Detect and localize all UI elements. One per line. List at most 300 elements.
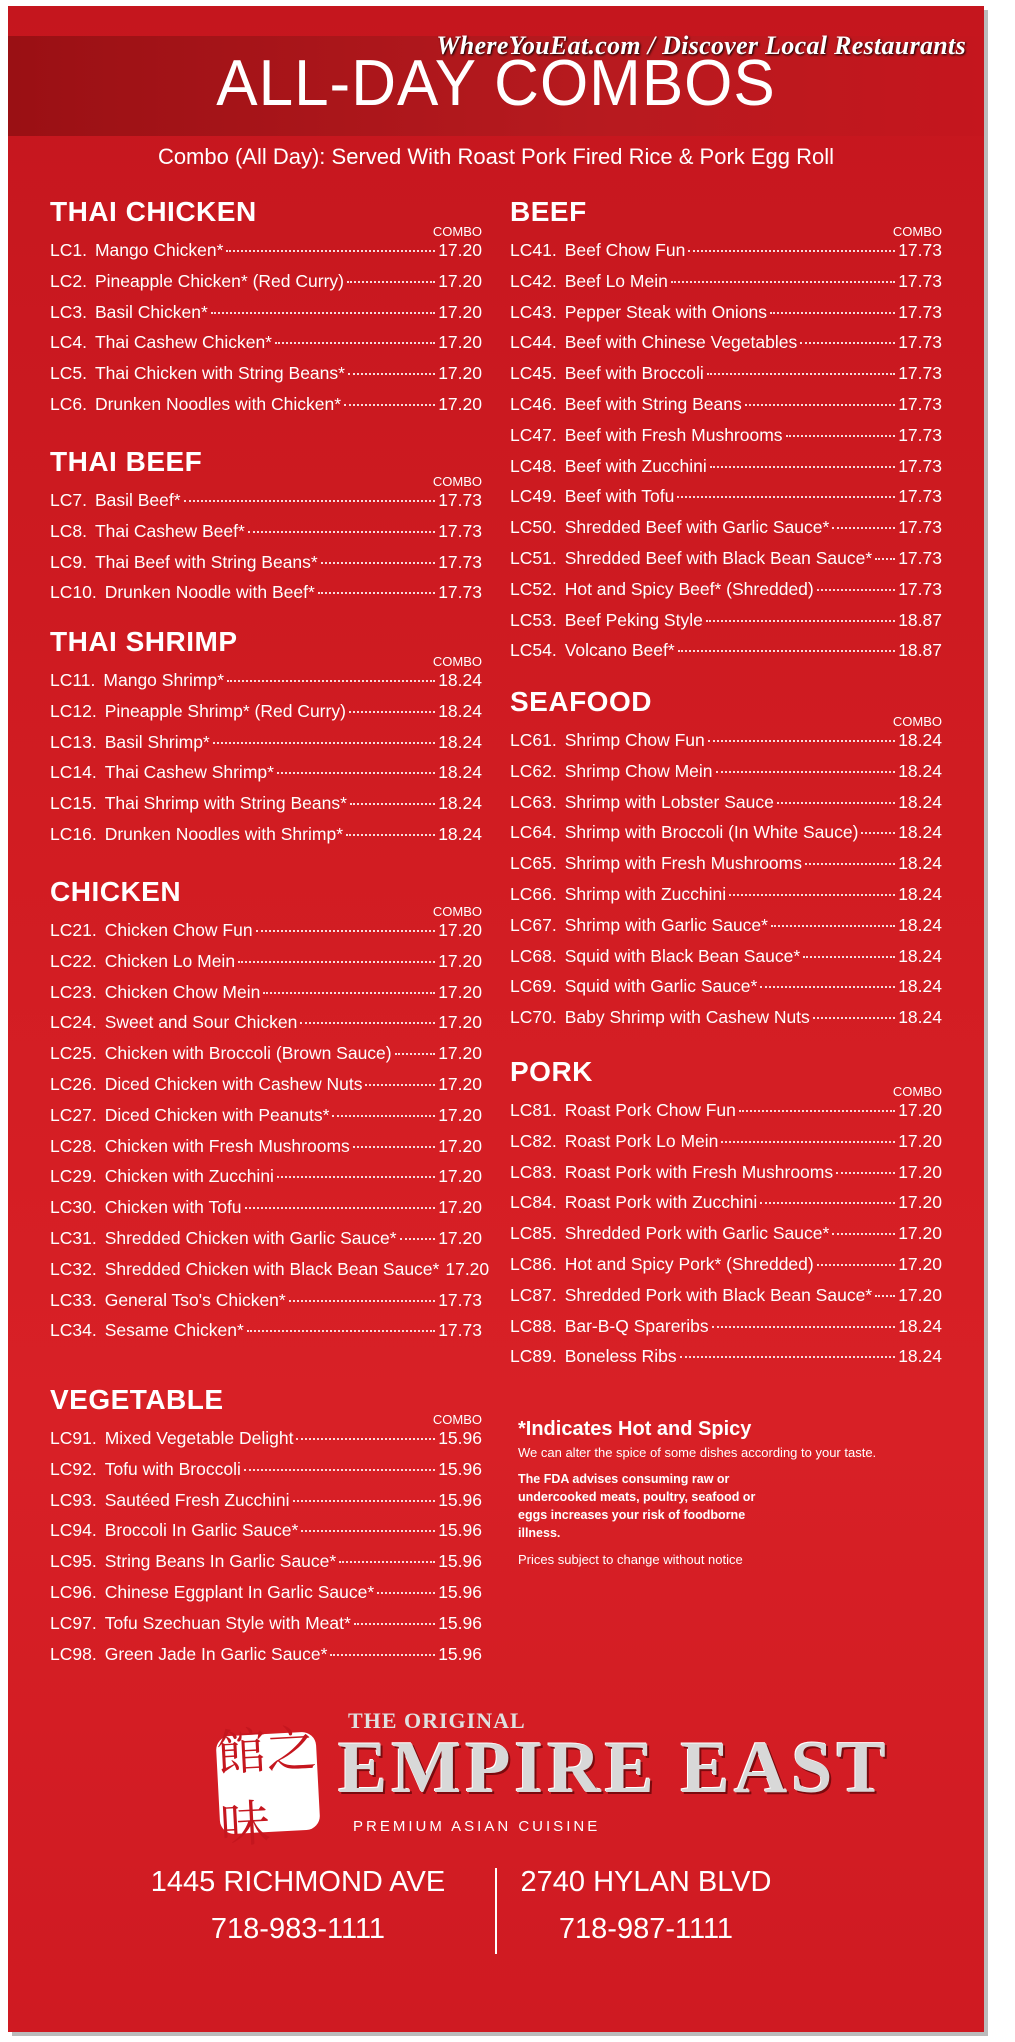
dot-leader xyxy=(671,280,895,283)
item-name: Mixed Vegetable Delight xyxy=(104,1428,294,1448)
menu-item xyxy=(50,1582,482,1612)
item-code: LC85. xyxy=(510,1223,557,1244)
item-price: 17.20 xyxy=(445,1258,490,1279)
menu-item xyxy=(510,1346,942,1376)
item-price: 17.20 xyxy=(438,270,482,291)
item-code: LC66. xyxy=(510,884,557,904)
item-code: LC28. xyxy=(50,1135,97,1156)
price-disclaimer: Prices subject to change without notice xyxy=(518,1552,743,1567)
dot-leader xyxy=(875,557,895,560)
item-price: 18.24 xyxy=(438,762,482,783)
item-code: LC67. xyxy=(510,914,557,935)
combo-column-label: COMBO xyxy=(432,904,482,919)
item-price: 17.73 xyxy=(438,582,482,603)
dot-leader xyxy=(678,649,896,652)
item-price: 18.24 xyxy=(898,945,942,966)
dot-leader xyxy=(739,1109,895,1112)
item-name: Roast Pork Lo Mein xyxy=(564,1130,719,1151)
dot-leader xyxy=(803,955,895,958)
item-price: 17.73 xyxy=(898,548,942,568)
dot-leader xyxy=(875,1294,895,1297)
menu-item xyxy=(510,579,942,609)
dot-leader xyxy=(346,833,435,836)
item-code: LC31. xyxy=(50,1228,97,1248)
item-code: LC10. xyxy=(50,582,97,603)
menu-item xyxy=(50,1290,482,1320)
item-code: LC89. xyxy=(510,1346,557,1367)
item-name: Shredded Chicken with Black Bean Sauce* xyxy=(104,1258,440,1279)
item-price: 17.20 xyxy=(438,301,482,322)
menu-item xyxy=(50,701,482,731)
item-name: Shredded Beef with Black Bean Sauce* xyxy=(564,548,873,568)
item-name: Shrimp with Fresh Mushrooms xyxy=(564,853,802,874)
item-name: Bar-B-Q Spareribs xyxy=(564,1315,709,1336)
item-name: Green Jade In Garlic Sauce* xyxy=(104,1643,328,1664)
item-code: LC96. xyxy=(50,1582,97,1602)
item-name: Thai Cashew Shrimp* xyxy=(104,762,274,783)
menu-item xyxy=(50,582,482,612)
item-name: Shrimp Chow Fun xyxy=(564,730,705,750)
item-price: 17.73 xyxy=(898,332,942,353)
menu-item xyxy=(510,640,942,670)
restaurant-logo xyxy=(8,1706,984,1856)
item-code: LC11. xyxy=(50,670,96,690)
item-name: String Beans In Garlic Sauce* xyxy=(104,1551,337,1572)
item-price: 17.20 xyxy=(898,1254,942,1274)
combo-column-label: COMBO xyxy=(892,714,942,729)
section-title: THAI SHRIMP xyxy=(50,626,238,657)
menu-item xyxy=(50,1105,482,1135)
hot-spicy-note: *Indicates Hot and Spicy xyxy=(518,1418,752,1440)
menu-item xyxy=(510,915,942,945)
dot-leader xyxy=(771,924,895,927)
item-code: LC2. xyxy=(50,270,87,291)
item-name: Pineapple Shrimp* (Red Curry) xyxy=(104,700,346,721)
item-price: 17.20 xyxy=(898,1284,942,1305)
item-price: 17.73 xyxy=(898,455,942,476)
item-code: LC63. xyxy=(510,791,557,812)
item-code: LC52. xyxy=(510,578,557,599)
item-price: 17.73 xyxy=(898,424,942,445)
item-price: 17.73 xyxy=(898,240,942,260)
menu-item xyxy=(50,982,482,1012)
item-code: LC81. xyxy=(510,1100,557,1120)
dot-leader xyxy=(289,1299,435,1302)
item-code: LC12. xyxy=(50,700,97,721)
menu-item xyxy=(50,271,482,301)
item-name: Squid with Garlic Sauce* xyxy=(564,976,758,997)
dot-leader xyxy=(354,1622,435,1625)
menu-item xyxy=(510,1285,942,1315)
item-code: LC29. xyxy=(50,1166,97,1187)
menu-item xyxy=(510,946,942,976)
phone-number[interactable]: 718-987-1111 xyxy=(558,1913,734,1945)
item-name: Chicken with Tofu xyxy=(104,1197,242,1218)
item-price: 17.73 xyxy=(438,520,482,541)
menu-item xyxy=(510,884,942,914)
item-code: LC42. xyxy=(510,270,557,291)
item-code: LC49. xyxy=(510,486,557,507)
item-name: Hot and Spicy Beef* (Shredded) xyxy=(564,578,814,599)
address: 2740 HYLAN BLVD xyxy=(520,1866,772,1898)
item-code: LC84. xyxy=(510,1192,557,1213)
menu-item xyxy=(510,976,942,1006)
seal-logo-icon xyxy=(214,1719,321,1855)
menu-item xyxy=(50,762,482,792)
dot-leader xyxy=(770,311,895,314)
dot-leader xyxy=(817,1263,895,1266)
item-price: 18.24 xyxy=(898,976,942,997)
item-name: Drunken Noodles with Shrimp* xyxy=(104,824,344,844)
menu-item xyxy=(510,240,942,270)
dot-leader xyxy=(707,372,895,375)
item-price: 17.73 xyxy=(898,363,942,384)
item-code: LC24. xyxy=(50,1012,97,1033)
item-name: Squid with Black Bean Sauce* xyxy=(564,945,801,966)
item-code: LC53. xyxy=(510,609,557,630)
item-name: Chicken Chow Mein xyxy=(104,981,261,1002)
item-code: LC48. xyxy=(510,455,557,476)
item-name: Beef with Fresh Mushrooms xyxy=(564,424,783,445)
menu-item xyxy=(50,1644,482,1674)
item-price: 18.24 xyxy=(898,853,942,874)
dot-leader xyxy=(786,434,896,437)
item-code: LC69. xyxy=(510,976,557,997)
combo-column-label: COMBO xyxy=(432,654,482,669)
item-price: 17.73 xyxy=(898,301,942,322)
dot-leader xyxy=(805,862,895,865)
dot-leader xyxy=(365,1083,435,1086)
item-name: Thai Cashew Beef* xyxy=(94,520,245,541)
combo-column-label: COMBO xyxy=(432,224,482,239)
item-price: 15.96 xyxy=(438,1551,482,1572)
item-price: 18.87 xyxy=(898,609,942,630)
item-name: Hot and Spicy Pork* (Shredded) xyxy=(564,1254,814,1274)
dot-leader xyxy=(277,771,435,774)
item-price: 17.20 xyxy=(438,240,482,260)
item-price: 17.20 xyxy=(438,332,482,353)
item-price: 17.20 xyxy=(438,1197,482,1218)
item-name: Chinese Eggplant In Garlic Sauce* xyxy=(104,1582,375,1602)
item-price: 15.96 xyxy=(438,1428,482,1448)
item-code: LC50. xyxy=(510,517,557,538)
item-name: Shredded Beef with Garlic Sauce* xyxy=(564,517,830,538)
item-name: Mango Shrimp* xyxy=(103,670,225,690)
menu-item xyxy=(510,822,942,852)
item-price: 17.20 xyxy=(438,1074,482,1094)
item-price: 18.87 xyxy=(898,640,942,661)
item-name: Diced Chicken with Cashew Nuts xyxy=(104,1074,363,1094)
item-price: 15.96 xyxy=(438,1643,482,1664)
item-price: 18.24 xyxy=(898,730,942,750)
item-price: 17.73 xyxy=(438,1289,482,1310)
menu-item xyxy=(50,552,482,582)
menu-item xyxy=(50,1551,482,1581)
dot-leader xyxy=(348,372,435,375)
item-price: 17.20 xyxy=(898,1223,942,1244)
menu-item xyxy=(510,363,942,393)
dot-leader xyxy=(729,893,895,896)
section-title: CHICKEN xyxy=(50,876,182,907)
dot-leader xyxy=(277,1175,435,1178)
menu-item xyxy=(50,1228,482,1258)
menu-item xyxy=(510,761,942,791)
dot-leader xyxy=(721,1140,895,1143)
dot-leader xyxy=(332,1114,435,1117)
menu-item xyxy=(50,521,482,551)
phone-number[interactable]: 718-983-1111 xyxy=(210,1913,386,1945)
item-price: 18.24 xyxy=(898,791,942,812)
section-title: VEGETABLE xyxy=(50,1384,224,1415)
item-name: Pepper Steak with Onions xyxy=(564,301,768,322)
item-price: 17.73 xyxy=(898,270,942,291)
item-name: Chicken with Fresh Mushrooms xyxy=(104,1135,350,1156)
section-title: SEAFOOD xyxy=(510,686,652,717)
dot-leader xyxy=(760,1201,895,1204)
item-price: 18.24 xyxy=(438,700,482,721)
item-name: Basil Shrimp* xyxy=(104,731,210,752)
item-name: Beef Peking Style xyxy=(564,609,703,630)
menu-item xyxy=(50,1490,482,1520)
item-name: Sautéed Fresh Zucchini xyxy=(104,1489,290,1510)
location-richmond xyxy=(108,1866,488,1946)
item-code: LC43. xyxy=(510,301,557,322)
item-code: LC51. xyxy=(510,548,557,568)
item-price: 18.24 xyxy=(438,670,482,690)
menu-item xyxy=(510,302,942,332)
dot-leader xyxy=(275,341,435,344)
item-name: Shredded Pork with Black Bean Sauce* xyxy=(564,1284,873,1305)
item-name: Thai Chicken with String Beans* xyxy=(94,363,345,384)
item-code: LC46. xyxy=(510,394,557,414)
dot-leader xyxy=(708,739,895,742)
menu-item xyxy=(50,394,482,424)
dot-leader xyxy=(832,1232,895,1235)
item-code: LC98. xyxy=(50,1643,97,1664)
section-title: PORK xyxy=(510,1056,593,1087)
item-price: 18.24 xyxy=(898,822,942,843)
menu-item xyxy=(50,1320,482,1350)
menu-item xyxy=(50,332,482,362)
item-price: 17.73 xyxy=(898,578,942,599)
menu-item xyxy=(510,730,942,760)
item-code: LC9. xyxy=(50,551,87,572)
item-name: Thai Beef with String Beans* xyxy=(94,551,318,572)
dot-leader xyxy=(688,249,895,252)
item-name: Beef with Broccoli xyxy=(564,363,704,384)
menu-item xyxy=(50,363,482,393)
dot-leader xyxy=(349,710,435,713)
item-code: LC95. xyxy=(50,1551,97,1572)
dot-leader xyxy=(813,1016,895,1019)
dot-leader xyxy=(296,1437,435,1440)
dot-leader xyxy=(377,1591,435,1594)
combo-column-label: COMBO xyxy=(432,1412,482,1427)
item-price: 15.96 xyxy=(438,1520,482,1541)
item-name: Chicken with Zucchini xyxy=(104,1166,274,1187)
item-price: 17.20 xyxy=(438,1104,482,1125)
item-price: 17.20 xyxy=(438,920,482,940)
item-price: 17.20 xyxy=(898,1100,942,1120)
seal-characters: 館之味 xyxy=(214,1719,318,1855)
item-name: Sesame Chicken* xyxy=(104,1320,244,1341)
menu-item xyxy=(50,1520,482,1550)
item-code: LC68. xyxy=(510,945,557,966)
dot-leader xyxy=(712,1325,896,1328)
item-code: LC30. xyxy=(50,1197,97,1218)
item-name: Roast Pork Chow Fun xyxy=(564,1100,736,1120)
item-code: LC94. xyxy=(50,1520,97,1541)
item-price: 17.20 xyxy=(438,950,482,971)
item-code: LC16. xyxy=(50,824,97,844)
item-price: 18.24 xyxy=(438,793,482,814)
item-name: Chicken with Broccoli (Brown Sauce) xyxy=(104,1043,392,1064)
menu-item xyxy=(510,456,942,486)
item-name: Boneless Ribs xyxy=(564,1346,677,1367)
menu-item xyxy=(50,1012,482,1042)
item-code: LC5. xyxy=(50,363,87,384)
menu-item xyxy=(510,425,942,455)
item-price: 17.20 xyxy=(898,1161,942,1182)
item-name: General Tso's Chicken* xyxy=(104,1289,286,1310)
item-price: 18.24 xyxy=(898,760,942,781)
menu-item xyxy=(510,1192,942,1222)
dot-leader xyxy=(248,530,435,533)
item-price: 15.96 xyxy=(438,1458,482,1479)
dot-leader xyxy=(318,591,435,594)
menu-item xyxy=(510,1131,942,1161)
dot-leader xyxy=(247,1329,435,1332)
item-code: LC45. xyxy=(510,363,557,384)
item-code: LC97. xyxy=(50,1612,97,1633)
fda-warning: The FDA advises consuming raw or undercooked meats, poultry, seafood or eggs increases your risk of foodborne illness. xyxy=(518,1472,756,1540)
dot-leader xyxy=(184,499,436,502)
menu-notes xyxy=(518,1418,938,1567)
menu-item xyxy=(50,1613,482,1643)
item-name: Tofu Szechuan Style with Meat* xyxy=(104,1612,351,1633)
item-code: LC21. xyxy=(50,920,97,940)
item-code: LC82. xyxy=(510,1130,557,1151)
item-price: 18.24 xyxy=(898,884,942,904)
dot-leader xyxy=(677,495,895,498)
item-name: Baby Shrimp with Cashew Nuts xyxy=(564,1007,810,1028)
item-name: Volcano Beef* xyxy=(564,640,675,661)
dot-leader xyxy=(832,526,895,529)
item-name: Thai Shrimp with String Beans* xyxy=(104,793,347,814)
menu-item xyxy=(50,1043,482,1073)
item-code: LC87. xyxy=(510,1284,557,1305)
dot-leader xyxy=(226,249,435,252)
dot-leader xyxy=(321,561,435,564)
item-code: LC3. xyxy=(50,301,87,322)
item-name: Drunken Noodle with Beef* xyxy=(104,582,315,603)
item-name: Broccoli In Garlic Sauce* xyxy=(104,1520,299,1541)
item-price: 17.20 xyxy=(898,1130,942,1151)
dot-leader xyxy=(716,770,896,773)
item-price: 18.24 xyxy=(898,1346,942,1367)
item-name: Basil Beef* xyxy=(94,490,181,510)
dot-leader xyxy=(213,741,435,744)
menu-item xyxy=(50,670,482,700)
dot-leader xyxy=(400,1237,436,1240)
dot-leader xyxy=(350,802,435,805)
item-code: LC13. xyxy=(50,731,97,752)
dot-leader xyxy=(347,280,435,283)
spice-note: We can alter the spice of some dishes according to your taste. xyxy=(518,1445,877,1460)
item-code: LC64. xyxy=(510,822,557,843)
item-code: LC14. xyxy=(50,762,97,783)
dot-leader xyxy=(344,403,435,406)
menu-item xyxy=(510,517,942,547)
dot-leader xyxy=(339,1560,435,1563)
address: 1445 RICHMOND AVE xyxy=(150,1866,446,1898)
item-name: Roast Pork with Zucchini xyxy=(564,1192,758,1213)
menu-item xyxy=(50,824,482,854)
item-price: 17.20 xyxy=(438,1043,482,1064)
menu-item xyxy=(510,548,942,578)
combo-column-label: COMBO xyxy=(892,1084,942,1099)
item-name: Basil Chicken* xyxy=(94,301,208,322)
item-name: Roast Pork with Fresh Mushrooms xyxy=(564,1161,834,1182)
combo-column-label: COMBO xyxy=(432,474,482,489)
item-code: LC33. xyxy=(50,1289,97,1310)
menu-item xyxy=(50,732,482,762)
item-name: Shrimp with Zucchini xyxy=(564,884,727,904)
item-code: LC70. xyxy=(510,1007,557,1028)
dot-leader xyxy=(293,1499,436,1502)
menu-item xyxy=(510,1100,942,1130)
dot-leader xyxy=(211,311,435,314)
logo-tagline: PREMIUM ASIAN CUISINE xyxy=(353,1818,601,1835)
item-price: 17.20 xyxy=(438,1228,482,1248)
section-title: THAI CHICKEN xyxy=(50,196,257,227)
item-code: LC32. xyxy=(50,1258,97,1279)
item-name: Tofu with Broccoli xyxy=(104,1458,241,1479)
item-price: 18.24 xyxy=(438,824,482,844)
dot-leader xyxy=(263,991,435,994)
menu-item xyxy=(510,1007,942,1037)
item-price: 17.20 xyxy=(438,1012,482,1033)
item-price: 18.24 xyxy=(898,1315,942,1336)
watermark: WhereYouEat.com / Discover Local Restaurants xyxy=(436,31,966,60)
location-hylan xyxy=(456,1866,836,1946)
item-price: 15.96 xyxy=(438,1612,482,1633)
item-name: Shrimp with Garlic Sauce* xyxy=(564,914,768,935)
item-price: 18.24 xyxy=(898,914,942,935)
menu-item xyxy=(510,1254,942,1284)
dot-leader xyxy=(777,801,895,804)
item-price: 17.73 xyxy=(898,486,942,507)
item-name: Shrimp with Lobster Sauce xyxy=(564,791,774,812)
dot-leader xyxy=(710,465,895,468)
item-code: LC88. xyxy=(510,1315,557,1336)
dot-leader xyxy=(256,929,436,932)
menu-item xyxy=(510,486,942,516)
dot-leader xyxy=(800,341,895,344)
menu-item xyxy=(510,394,942,424)
menu-item xyxy=(510,853,942,883)
item-price: 17.20 xyxy=(438,981,482,1002)
item-name: Diced Chicken with Peanuts* xyxy=(104,1104,330,1125)
item-price: 17.73 xyxy=(898,517,942,538)
dot-leader xyxy=(227,679,435,682)
menu-item xyxy=(510,1316,942,1346)
menu-item xyxy=(510,792,942,822)
item-code: LC25. xyxy=(50,1043,97,1064)
menu-item xyxy=(510,610,942,640)
item-code: LC34. xyxy=(50,1320,97,1341)
item-code: LC15. xyxy=(50,793,97,814)
